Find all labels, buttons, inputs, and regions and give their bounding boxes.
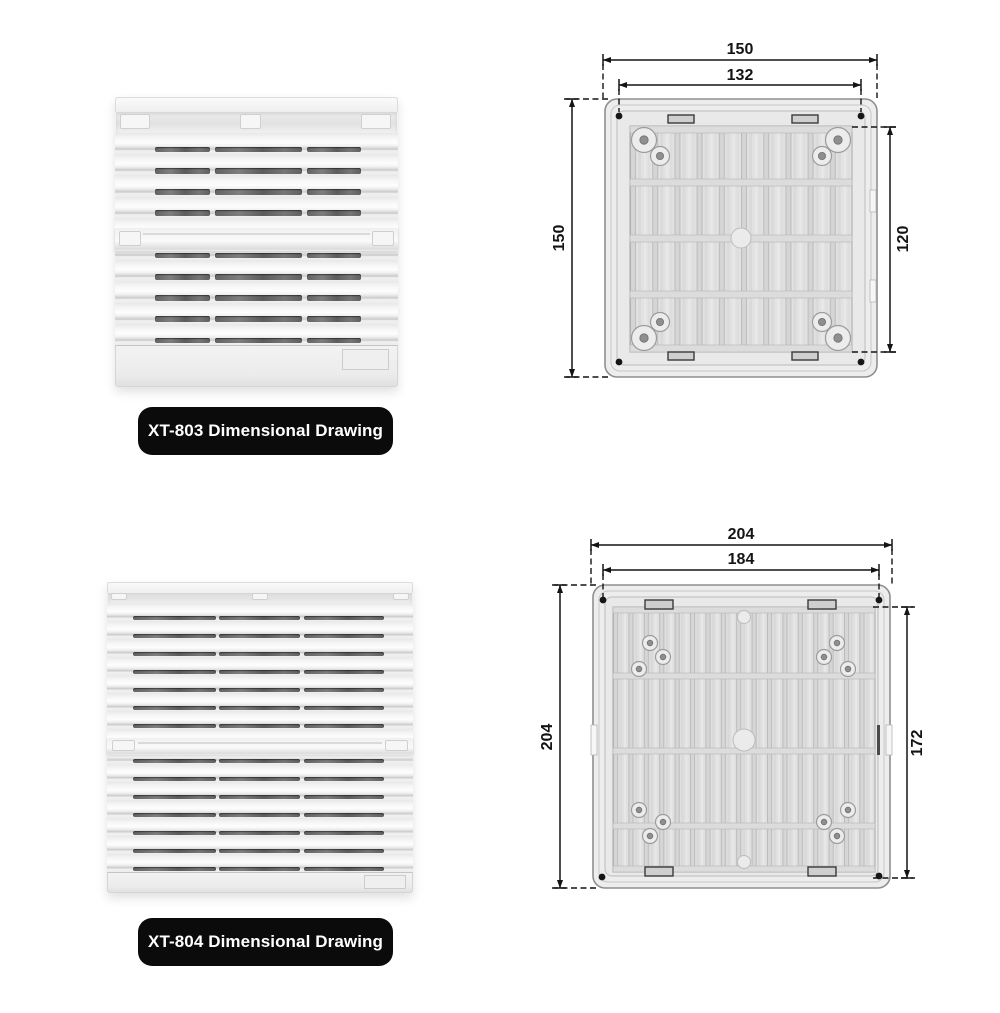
- xt804-badge-label: XT-804 Dimensional Drawing: [148, 932, 383, 951]
- dim-hole-spacing-value: 184: [727, 551, 755, 568]
- grille-top-cap: [115, 97, 398, 133]
- screw-hole: [858, 113, 865, 120]
- louver-slat-row: [107, 603, 413, 621]
- bottom-center-boss: [738, 856, 751, 869]
- louver-slat-row: [115, 324, 398, 345]
- screw-hole: [858, 359, 865, 366]
- cap-tab: [111, 593, 127, 600]
- grille-cap-bar: [115, 97, 398, 112]
- xt803-badge: [138, 407, 393, 455]
- grille-base: [115, 345, 398, 387]
- xt804-front-view: [107, 582, 413, 893]
- dim-cutout-height-value: 120: [895, 225, 912, 253]
- top-center-boss: [738, 611, 751, 624]
- mount-clip: [792, 115, 818, 123]
- cap-tab: [393, 593, 409, 600]
- louver-slat-row: [115, 260, 398, 281]
- screw-hole: [616, 359, 623, 366]
- grille-cap-step: [116, 112, 397, 133]
- louver-slat-row: [107, 836, 413, 854]
- side-mark: [877, 725, 880, 755]
- dim-outer-width-value: 204: [727, 526, 755, 543]
- xt803-back-drawing: [550, 30, 1000, 405]
- xt803-body: [605, 99, 877, 377]
- louver-slat-row: [115, 197, 398, 218]
- center-knockout: [733, 729, 755, 751]
- louver-joint-band: [115, 228, 398, 251]
- xt804-badge: [138, 918, 393, 966]
- louver-slat-row: [107, 800, 413, 818]
- louver-slat-row: [115, 133, 398, 154]
- dim-cutout-height-value: 172: [909, 729, 926, 757]
- joint-tab: [372, 231, 394, 246]
- dim-outer-height-value: 204: [539, 723, 556, 751]
- center-knockout: [731, 228, 751, 248]
- louver-slat-row: [115, 154, 398, 175]
- mount-clip: [808, 867, 836, 876]
- xt803-front-view: [115, 97, 398, 387]
- xt803-badge-label: XT-803 Dimensional Drawing: [148, 421, 383, 440]
- mount-clip: [668, 352, 694, 360]
- cap-tab: [361, 114, 391, 130]
- grille-base: [107, 872, 413, 893]
- joint-tab: [112, 740, 135, 751]
- louver-slat-row: [107, 854, 413, 872]
- screw-hole: [876, 597, 883, 604]
- louver-slat-row: [107, 711, 413, 729]
- mount-clip: [645, 867, 673, 876]
- cap-tab: [120, 114, 150, 130]
- xt804-back-drawing: [525, 505, 1000, 905]
- dim-outer-width-value: 150: [726, 41, 754, 58]
- xt804-body: [591, 585, 892, 888]
- grille-top-cap: [107, 582, 413, 603]
- dim-hole-spacing-value: 132: [726, 67, 754, 84]
- grille-cap-bar: [107, 582, 413, 593]
- side-notch: [591, 725, 597, 755]
- screw-hole: [616, 113, 623, 120]
- cap-tab: [240, 114, 262, 130]
- mount-clip: [792, 352, 818, 360]
- louver-slat-row: [107, 675, 413, 693]
- louver-slat-row: [115, 175, 398, 196]
- cap-tab: [252, 593, 268, 600]
- side-notch: [870, 190, 876, 212]
- side-notch: [886, 725, 892, 755]
- louver-slat-row: [115, 303, 398, 324]
- louver-slat-row: [107, 621, 413, 639]
- louver-joint-band: [107, 738, 413, 755]
- mount-clip: [645, 600, 673, 609]
- side-notch: [870, 280, 876, 302]
- mount-clip: [668, 115, 694, 123]
- grille-cap-step: [108, 593, 412, 603]
- base-latch: [342, 349, 389, 369]
- louver-slat-row: [115, 281, 398, 302]
- louver-slat-row: [107, 782, 413, 800]
- joint-tab: [385, 740, 408, 751]
- screw-hole: [599, 874, 606, 881]
- dim-outer-height-value: 150: [551, 224, 568, 252]
- louver-slat-row: [107, 693, 413, 711]
- louver-slat-row: [107, 764, 413, 782]
- joint-tab: [119, 231, 141, 246]
- base-latch: [364, 875, 406, 888]
- louver-slat-row: [107, 818, 413, 836]
- mount-clip: [808, 600, 836, 609]
- louver-slat-row: [107, 657, 413, 675]
- louver-slat-row: [107, 639, 413, 657]
- screw-hole: [600, 597, 607, 604]
